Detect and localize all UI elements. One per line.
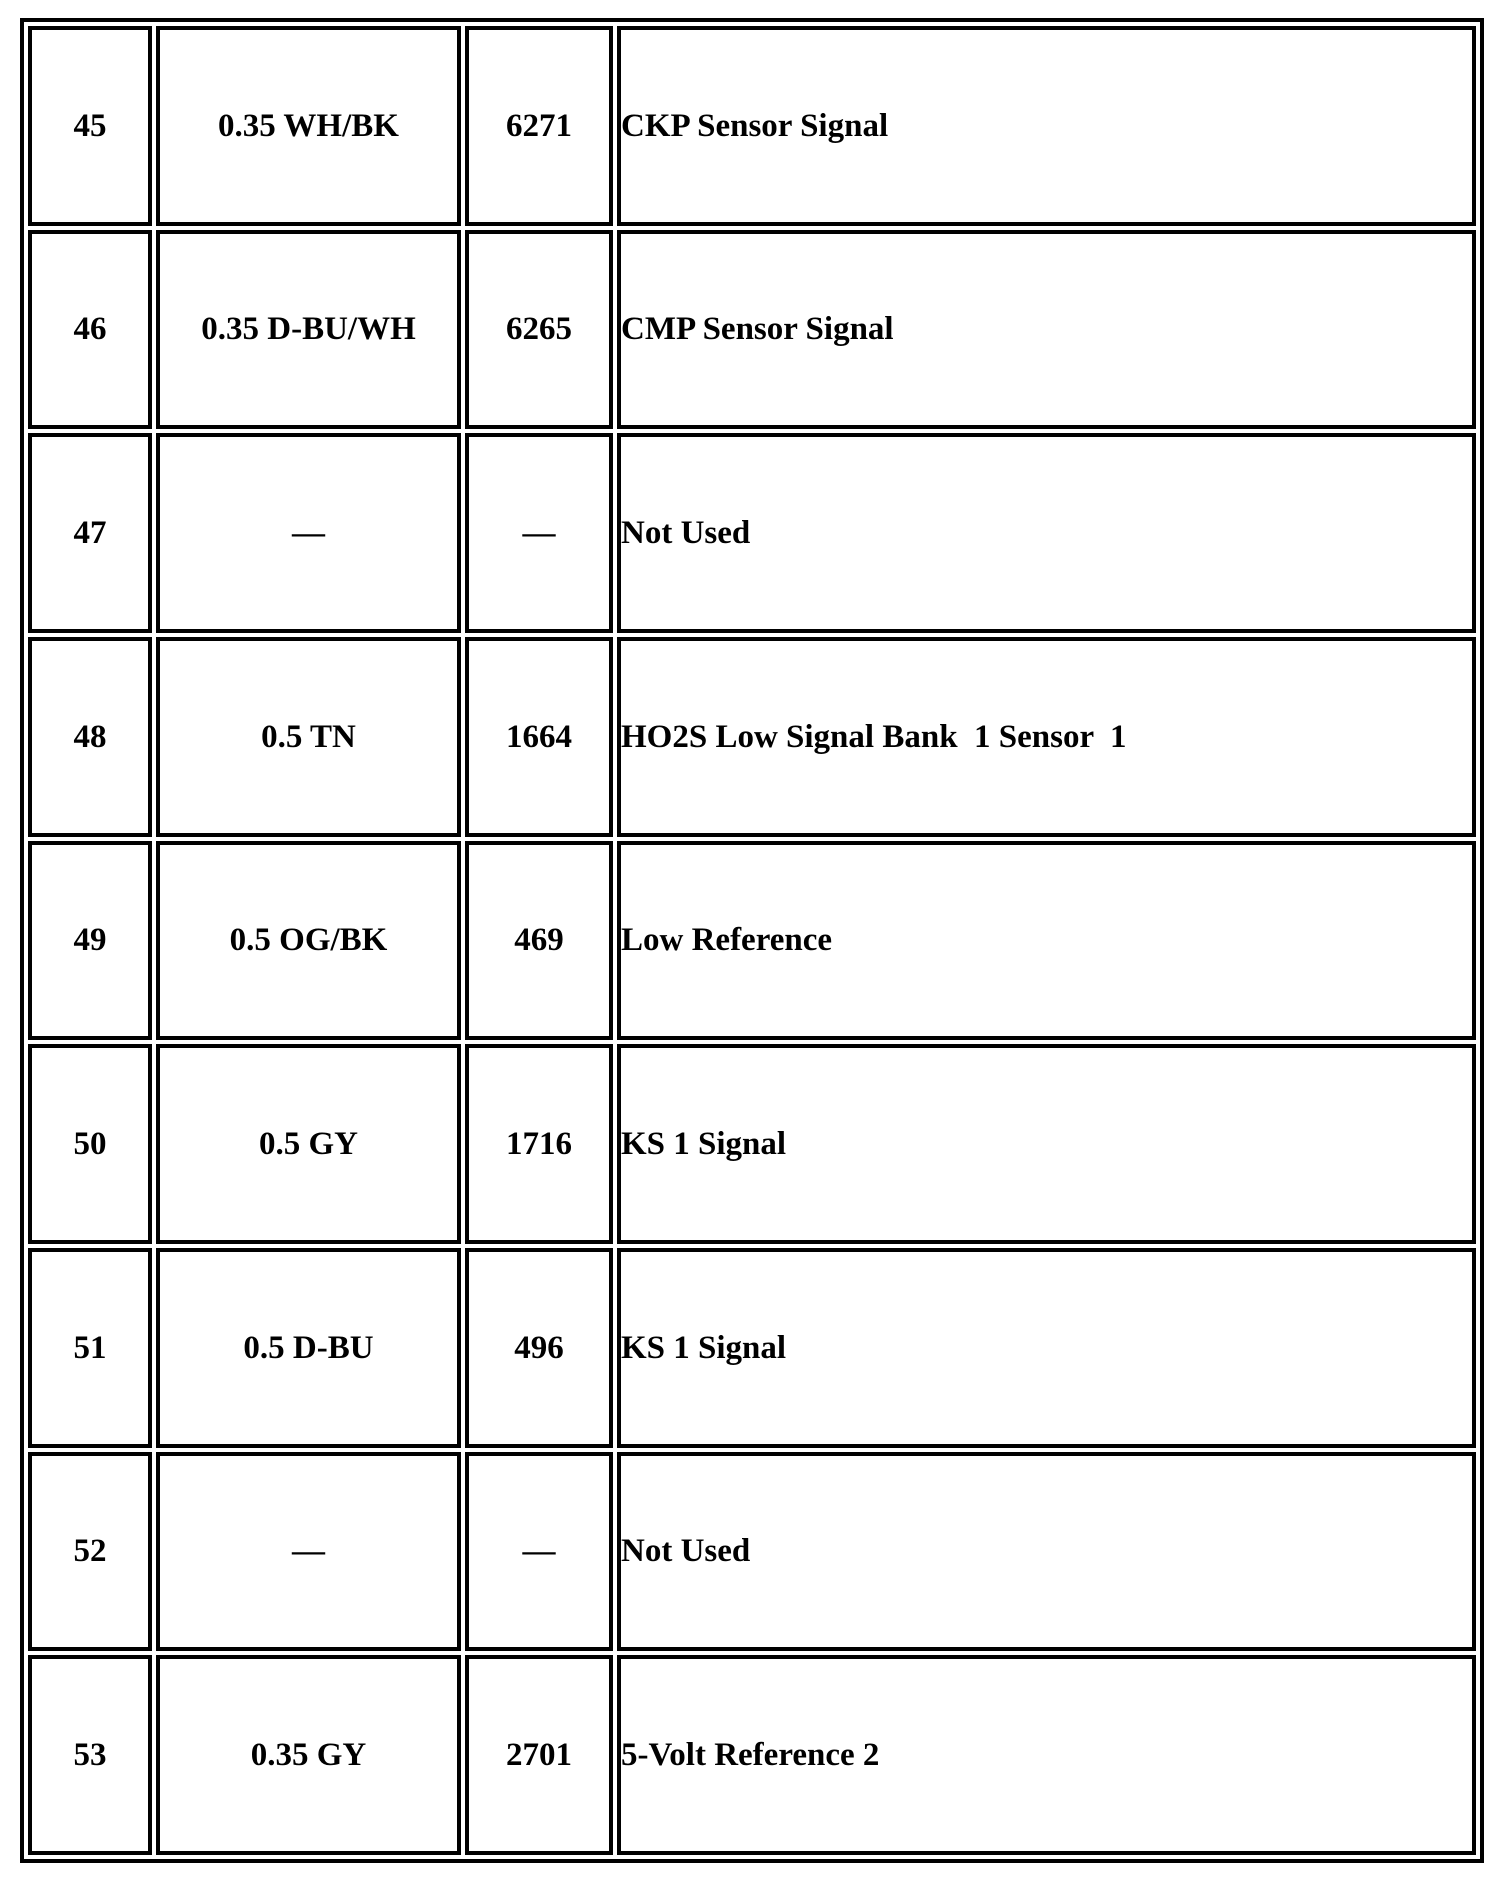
function-cell: Not Used (617, 433, 1476, 633)
wire-color-cell: 0.5 GY (156, 1044, 461, 1244)
function-cell: CMP Sensor Signal (617, 230, 1476, 430)
table-row (28, 230, 1476, 430)
wire-color-cell: 0.35 GY (156, 1655, 461, 1855)
pin-number-cell: 48 (28, 637, 152, 837)
table-row (28, 1655, 1476, 1855)
connector-pinout-table (24, 22, 1480, 1859)
table-row (28, 637, 1476, 837)
wire-color-cell: 0.5 OG/BK (156, 841, 461, 1041)
wire-color-cell: 0.5 D-BU (156, 1248, 461, 1448)
circuit-number-cell: — (465, 433, 613, 633)
function-cell: KS 1 Signal (617, 1248, 1476, 1448)
function-cell: KS 1 Signal (617, 1044, 1476, 1244)
table-row (28, 26, 1476, 226)
wire-color-cell: — (156, 1452, 461, 1652)
table-row (28, 841, 1476, 1041)
wire-color-cell: 0.35 WH/BK (156, 26, 461, 226)
table-row (28, 1248, 1476, 1448)
wire-color-cell: 0.35 D-BU/WH (156, 230, 461, 430)
circuit-number-cell: 6265 (465, 230, 613, 430)
wire-color-cell: — (156, 433, 461, 633)
circuit-number-cell: 2701 (465, 1655, 613, 1855)
table-row (28, 1044, 1476, 1244)
circuit-number-cell: 1664 (465, 637, 613, 837)
connector-pinout-table-frame (20, 18, 1484, 1863)
function-cell: Low Reference (617, 841, 1476, 1041)
pin-number-cell: 51 (28, 1248, 152, 1448)
pin-number-cell: 47 (28, 433, 152, 633)
circuit-number-cell: 469 (465, 841, 613, 1041)
pin-number-cell: 49 (28, 841, 152, 1041)
table-row (28, 1452, 1476, 1652)
table-row (28, 433, 1476, 633)
pin-number-cell: 46 (28, 230, 152, 430)
function-cell: CKP Sensor Signal (617, 26, 1476, 226)
circuit-number-cell: 6271 (465, 26, 613, 226)
circuit-number-cell: 496 (465, 1248, 613, 1448)
circuit-number-cell: 1716 (465, 1044, 613, 1244)
pin-number-cell: 50 (28, 1044, 152, 1244)
function-cell: Not Used (617, 1452, 1476, 1652)
circuit-number-cell: — (465, 1452, 613, 1652)
pin-number-cell: 53 (28, 1655, 152, 1855)
pin-number-cell: 45 (28, 26, 152, 226)
pin-number-cell: 52 (28, 1452, 152, 1652)
wire-color-cell: 0.5 TN (156, 637, 461, 837)
function-cell: 5-Volt Reference 2 (617, 1655, 1476, 1855)
function-cell: HO2S Low Signal Bank 1 Sensor 1 (617, 637, 1476, 837)
